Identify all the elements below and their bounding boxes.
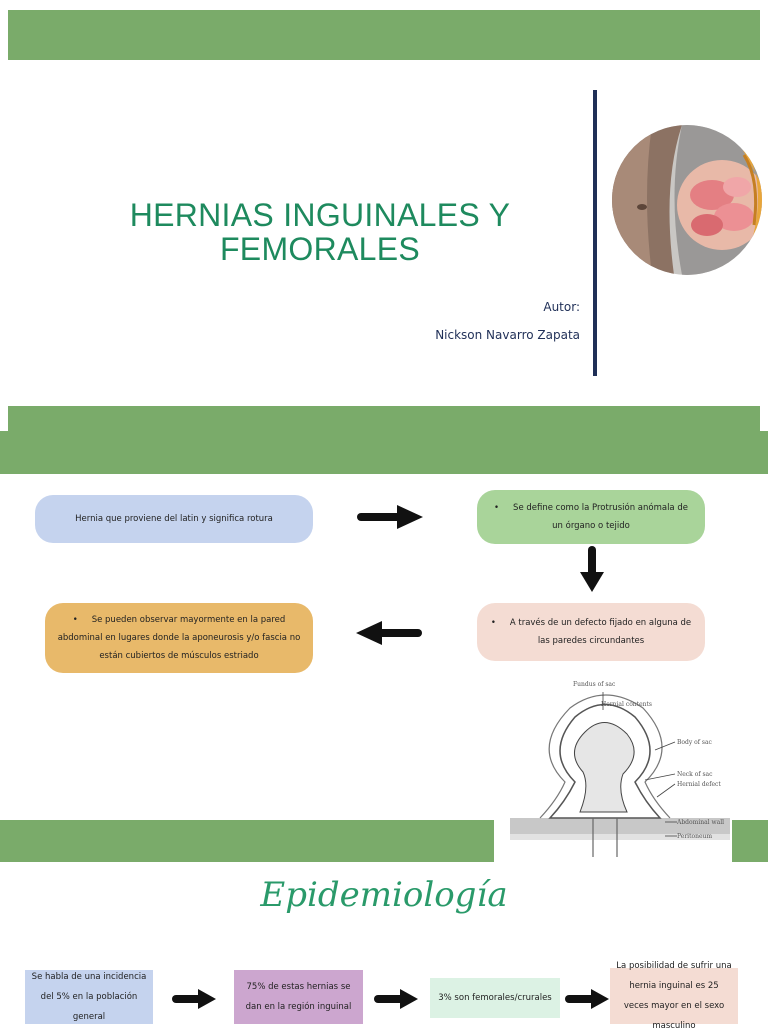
title-line-2: FEMORALES [219, 231, 421, 267]
page-title [60, 198, 580, 266]
box-male-text: La posibilidad de sufrir una hernia inguinal es 25 veces mayor en el sexo masculino [616, 961, 732, 1031]
arrow-left-icon [354, 619, 424, 651]
box-incidence [25, 970, 153, 1024]
arrow-right-icon-2 [372, 988, 420, 1014]
hernia-sac-diagram [505, 672, 735, 862]
bottom-green-band-slide1 [8, 406, 760, 431]
green-band-slide3-left [0, 820, 494, 862]
abdomen-hernia-image [612, 125, 762, 275]
box-protrusion [477, 490, 705, 544]
box-inguinal-text: 75% de estas hernias se dan en la región inguinal [245, 982, 352, 1012]
title-line-1: HERNIAS INGUINALES Y [129, 197, 511, 233]
box-defect [477, 603, 705, 661]
diagram-label-contents: Hernial contents [601, 701, 652, 708]
top-green-band [8, 10, 760, 60]
box-definition-latin-text: Hernia que proviene del latin y significa rotura [75, 514, 273, 524]
diagram-label-peritoneum: Peritoneum [677, 833, 713, 840]
diagram-label-neck: Neck of sac [677, 771, 713, 778]
box-femoral-text: 3% son femorales/crurales [438, 993, 552, 1003]
author-label: Autor: [543, 300, 580, 314]
box-femoral [430, 978, 560, 1018]
box-definition-latin [35, 495, 313, 543]
box-observed [45, 603, 313, 673]
box-defect-text: • A través de un defecto fijado en alguna de las paredes circundantes [489, 614, 693, 650]
arrow-right-icon [355, 503, 425, 535]
arrow-down-icon [578, 544, 606, 598]
arrow-right-icon-3 [563, 988, 611, 1014]
diagram-label-defect: Hernial defect [677, 781, 721, 788]
diagram-label-body: Body of sac [677, 739, 712, 746]
box-observed-text: • Se pueden observar mayormente en la pared abdominal en lugares donde la aponeurosis y/o fascia no están cubiertos de músculos estriado [55, 611, 303, 665]
box-protrusion-text: • Se define como la Protrusión anómala de un órgano o tejido [489, 499, 693, 535]
green-band-slide3-right [732, 820, 768, 862]
diagram-label-wall: Abdominal wall [677, 819, 725, 826]
box-inguinal [234, 970, 363, 1024]
box-incidence-text: Se habla de una incidencia del 5% en la población general [31, 972, 147, 1022]
epidemiology-heading: Epidemiología [260, 875, 508, 915]
arrow-right-icon-1 [170, 988, 218, 1014]
diagram-label-fundus: Fundus of sac [573, 681, 616, 688]
author-name: Nickson Navarro Zapata [435, 328, 580, 342]
top-green-band-slide2 [0, 431, 768, 474]
box-male [610, 961, 738, 1031]
vertical-divider [593, 90, 597, 376]
